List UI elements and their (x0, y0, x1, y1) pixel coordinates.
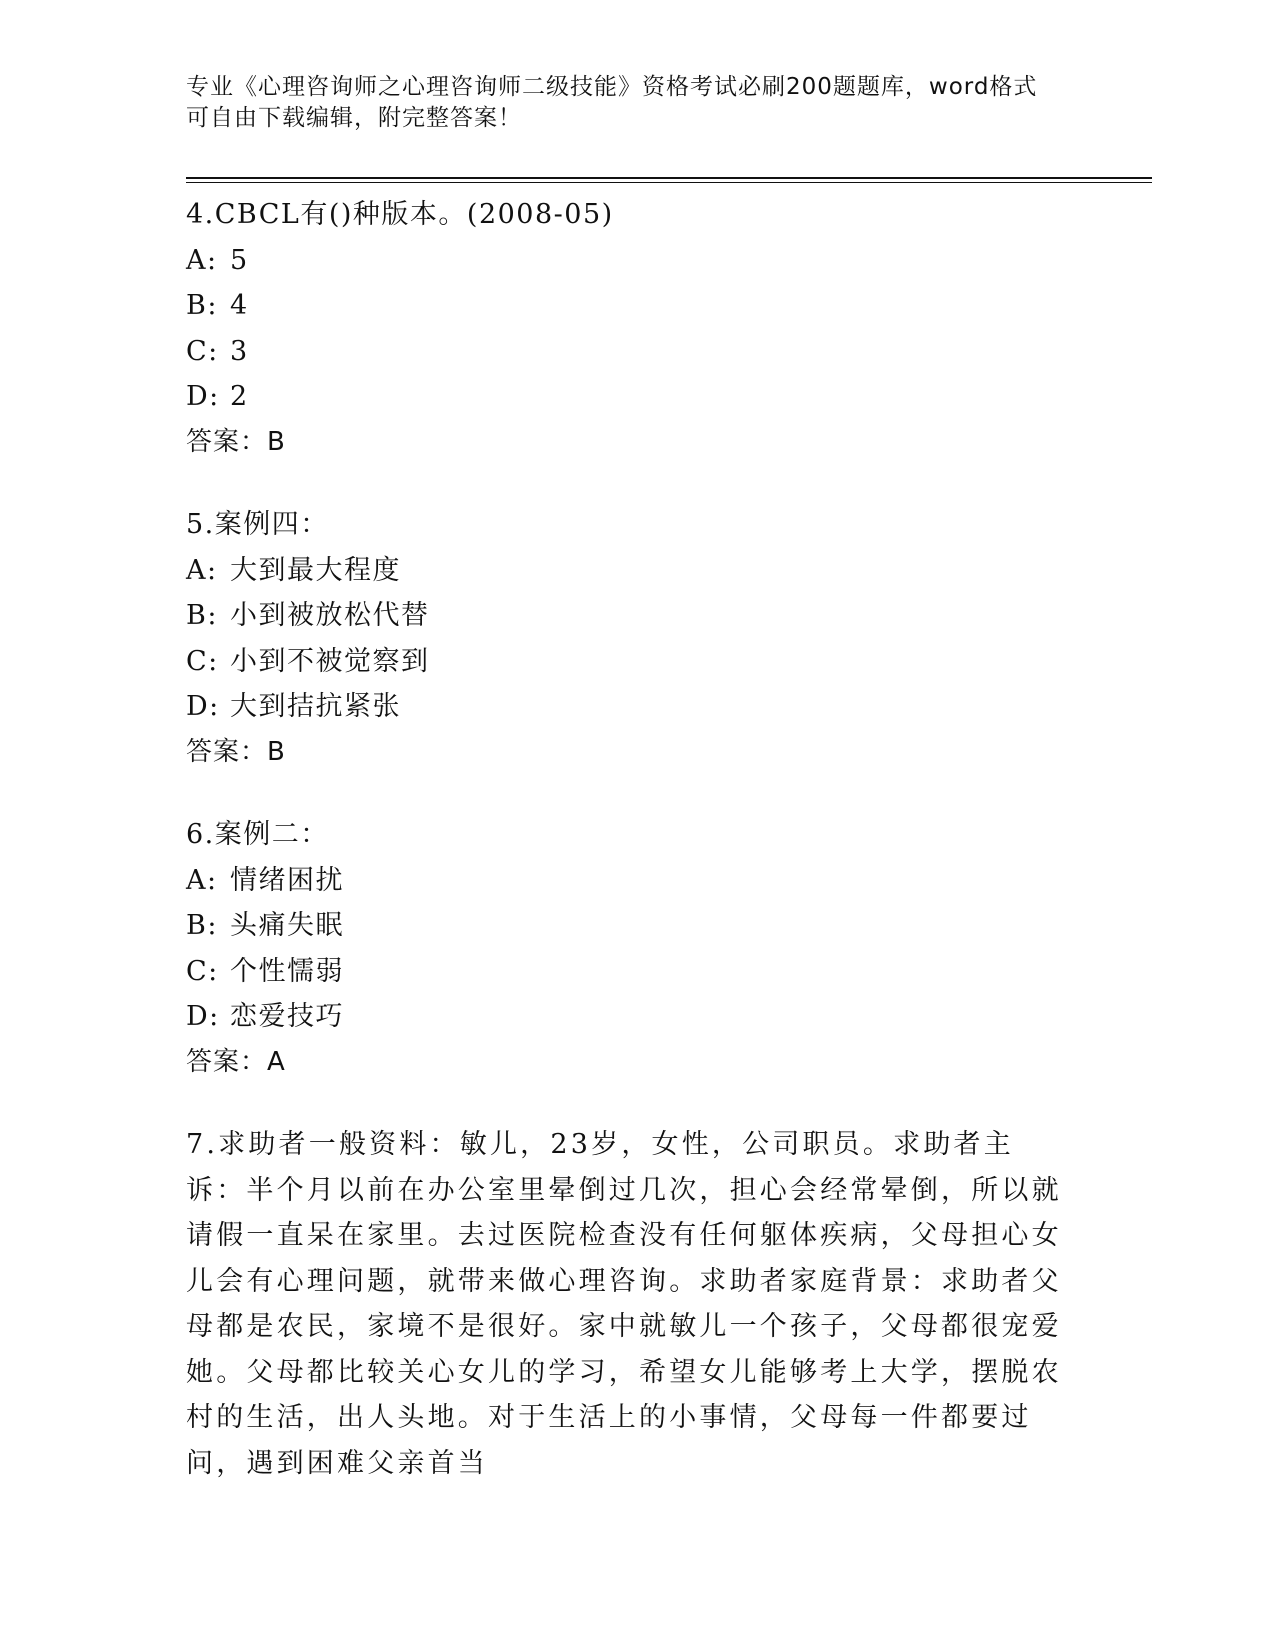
question-6 (186, 812, 1066, 1085)
option-d (186, 994, 1066, 1040)
header-line-1: 专业《心理咨询师之心理咨询师二级技能》资格考试必刷200题题库，word格式 (186, 74, 1038, 100)
option-letter: C: (186, 335, 219, 367)
option-b (186, 283, 1066, 329)
question-stem: 5.案例四： (186, 509, 329, 540)
option-text: 3 (230, 335, 249, 367)
option-letter: D: (186, 691, 220, 722)
question-7 (186, 1122, 1066, 1486)
question-stem: 4.CBCL有()种版本。(2008-05) (186, 199, 614, 230)
option-text: 个性懦弱 (230, 955, 344, 987)
option-d (186, 684, 1066, 730)
option-text: 4 (230, 290, 249, 321)
option-text: 大到最大程度 (230, 554, 401, 586)
answer-label: 答案：B (186, 426, 286, 457)
option-c (186, 639, 1066, 685)
option-text: 情绪困扰 (230, 864, 344, 896)
option-text: 小到被放松代替 (230, 600, 430, 631)
option-c (186, 949, 1066, 995)
option-text: 恋爱技巧 (230, 1001, 344, 1032)
option-letter: D: (186, 1001, 220, 1032)
question-list (186, 192, 1066, 1523)
option-a (186, 858, 1066, 904)
option-text: 头痛失眠 (230, 910, 344, 941)
option-c (186, 329, 1066, 375)
option-letter: B: (186, 600, 218, 631)
option-text: 2 (230, 381, 249, 412)
document-header (186, 72, 1066, 134)
option-text: 大到拮抗紧张 (230, 691, 401, 722)
option-text: 5 (230, 244, 249, 276)
question-4 (186, 192, 1066, 465)
option-a (186, 238, 1066, 284)
option-letter: A: (186, 554, 218, 586)
option-text: 小到不被觉察到 (230, 645, 430, 677)
question-5 (186, 502, 1066, 775)
option-letter: A: (186, 244, 218, 276)
option-a (186, 548, 1066, 594)
option-b (186, 903, 1066, 949)
option-letter: D: (186, 381, 220, 412)
option-d (186, 374, 1066, 420)
answer-label: 答案：A (186, 1046, 286, 1077)
header-divider-thin (186, 182, 1152, 183)
header-line-2: 可自由下载编辑，附完整答案！ (186, 105, 522, 131)
header-divider-thick (186, 177, 1152, 179)
question-stem: 6.案例二： (186, 819, 329, 850)
option-letter: B: (186, 290, 218, 321)
option-letter: C: (186, 955, 219, 987)
question-paragraph: 7.求助者一般资料：敏儿，23岁，女性，公司职员。求助者主诉：半个月以前在办公室里晕倒过几次，担心会经常晕倒，所以就请假一直呆在家里。去过医院检查没有任何躯体疾病，父母担心女儿会有心理问题，就带来做心理咨询。求助者家庭背景：求助者父母都是农民，家境不是很好。家中就敏儿一个孩子，父母都很宠爱她。父母都比较关心女儿的学习，希望女儿能够考上大学，摆脱农村的生活，出人头地。对于生活上的小事情，父母每一件都要过问，遇到困难父亲首当 (186, 1129, 1062, 1479)
answer-label: 答案：B (186, 736, 286, 767)
option-b (186, 593, 1066, 639)
option-letter: B: (186, 910, 218, 941)
option-letter: A: (186, 864, 218, 896)
option-letter: C: (186, 645, 219, 677)
